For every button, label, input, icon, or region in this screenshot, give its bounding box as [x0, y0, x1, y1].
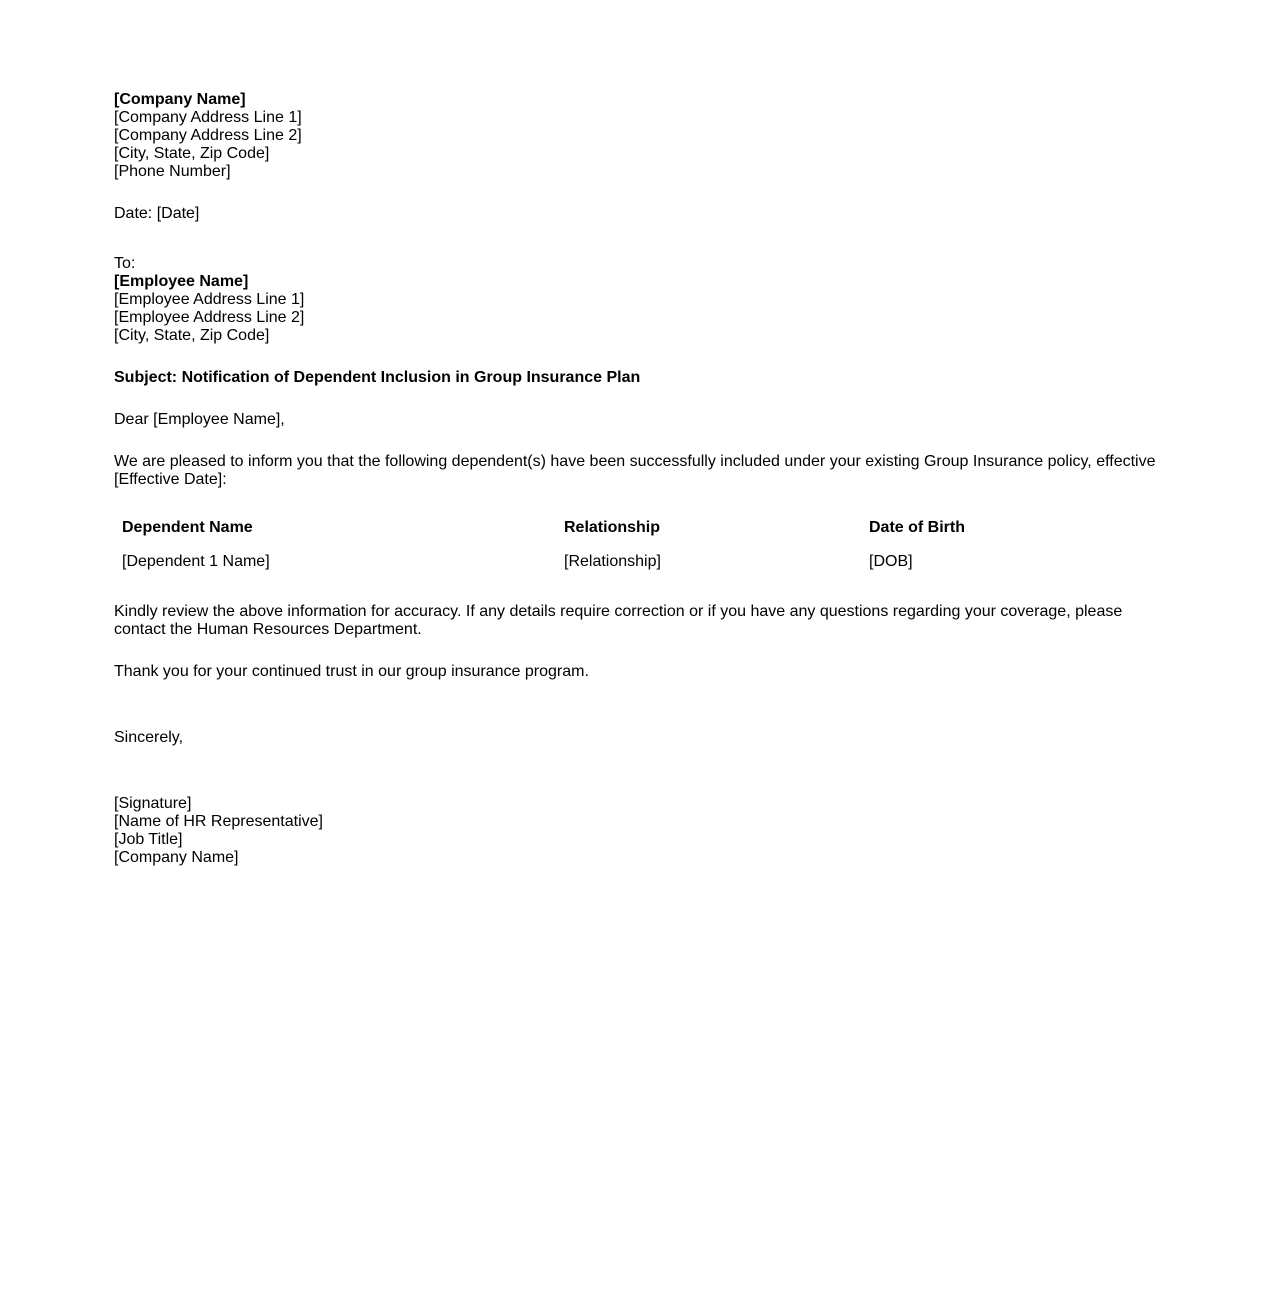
signature-company-name: [Company Name]: [114, 849, 239, 866]
cell-dependent-name: [Dependent 1 Name]: [122, 553, 270, 570]
salutation: Dear [Employee Name],: [114, 411, 285, 428]
recipient-employee-name: [Employee Name]: [114, 273, 249, 290]
table-header-row: [114, 511, 1164, 545]
recipient-address-line-1: [Employee Address Line 1]: [114, 291, 305, 308]
sender-city-state-zip: [City, State, Zip Code]: [114, 145, 270, 162]
cell-date-of-birth: [DOB]: [869, 553, 913, 570]
date-line: Date: [Date]: [114, 205, 200, 222]
signature-block: [114, 795, 1164, 867]
recipient-address-block: [114, 255, 1164, 345]
recipient-city-state-zip: [City, State, Zip Code]: [114, 327, 270, 344]
table-row: [114, 545, 1164, 579]
sender-company-name: [Company Name]: [114, 91, 246, 108]
subject-line: Subject: Notification of Dependent Inclusion in Group Insurance Plan: [114, 369, 641, 386]
column-header-relationship: Relationship: [564, 519, 661, 536]
cell-relationship: [Relationship]: [564, 553, 661, 570]
closing: Sincerely,: [114, 729, 184, 746]
sender-address-line-2: [Company Address Line 2]: [114, 127, 302, 144]
representative-name: [Name of HR Representative]: [114, 813, 323, 830]
thanks-paragraph: Thank you for your continued trust in our group insurance program.: [114, 663, 589, 680]
dependents-table: [114, 511, 1164, 579]
recipient-address-line-2: [Employee Address Line 2]: [114, 309, 305, 326]
sender-address-block: [114, 91, 1164, 181]
signature-placeholder: [Signature]: [114, 795, 192, 812]
intro-paragraph: We are pleased to inform you that the following dependent(s) have been successfully included under your existing Group Insurance policy, effective [Effective Date]:: [114, 453, 1156, 488]
column-header-date-of-birth: Date of Birth: [869, 519, 965, 536]
column-header-dependent-name: Dependent Name: [122, 519, 253, 536]
sender-phone: [Phone Number]: [114, 163, 231, 180]
letter-document: [114, 91, 1164, 867]
recipient-to-label: To:: [114, 255, 136, 272]
review-paragraph: Kindly review the above information for accuracy. If any details require correction or if you have any questions regarding your coverage, please contact the Human Resources Department.: [114, 603, 1123, 638]
representative-job-title: [Job Title]: [114, 831, 183, 848]
sender-address-line-1: [Company Address Line 1]: [114, 109, 302, 126]
